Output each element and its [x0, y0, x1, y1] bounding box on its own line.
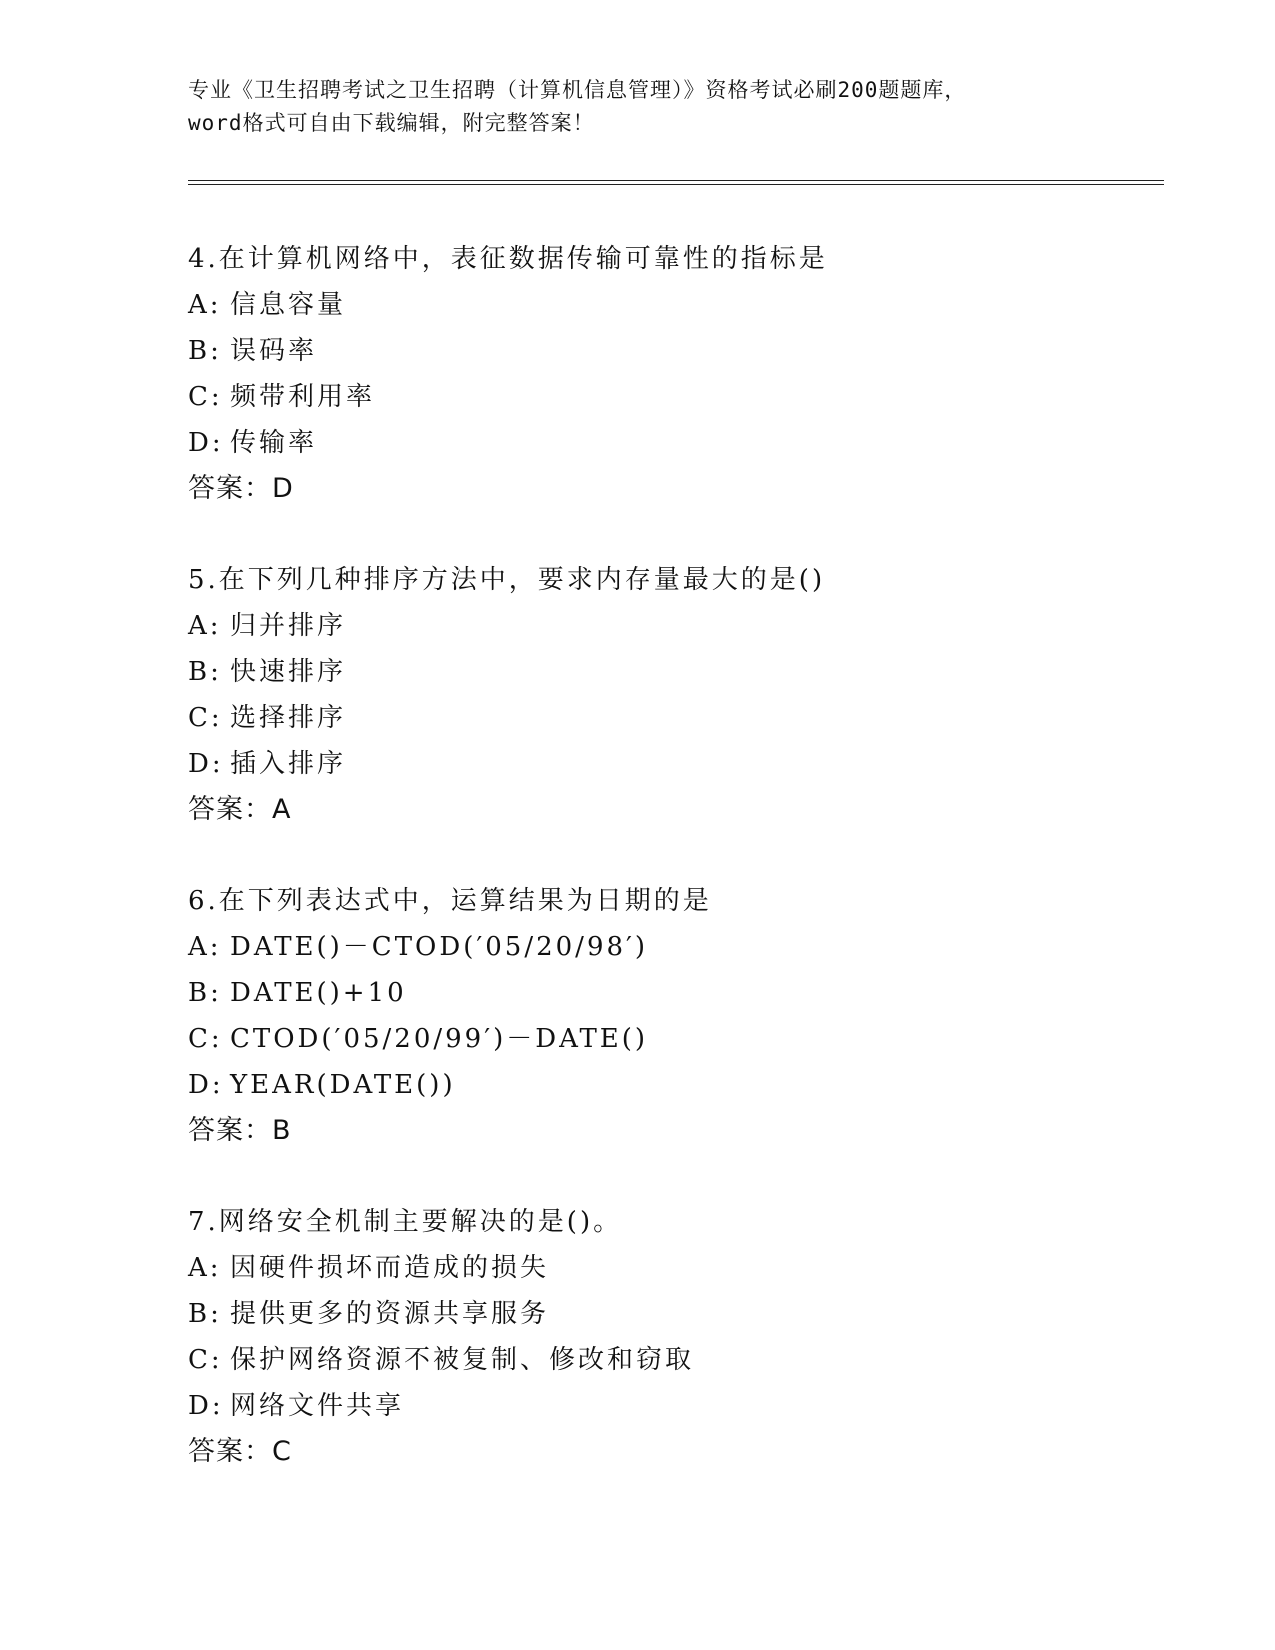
header-divider-top [188, 180, 1164, 181]
option-letter: A: [188, 1253, 222, 1283]
option-d [188, 420, 1088, 466]
option-text: 快速排序 [230, 657, 347, 687]
option-b [188, 649, 1088, 695]
answer-line: 答案：C [188, 1436, 292, 1467]
option-text: 误码率 [230, 336, 318, 366]
option-d [188, 1062, 1088, 1108]
option-text: DATE()－CTOD(′05/20/98′) [230, 932, 649, 962]
header-divider-bottom [188, 184, 1164, 185]
option-text: 归并排序 [230, 611, 347, 641]
question-block [188, 1199, 1088, 1475]
option-letter: B: [188, 978, 222, 1008]
option-c [188, 1337, 1088, 1383]
option-text: 频带利用率 [230, 382, 376, 412]
document-header [188, 74, 1088, 140]
question-block [188, 878, 1088, 1154]
answer-line: 答案：D [188, 473, 294, 504]
question-stem: 4.在计算机网络中，表征数据传输可靠性的指标是 [188, 244, 828, 274]
option-c [188, 695, 1088, 741]
option-letter: B: [188, 336, 222, 366]
option-text: 传输率 [230, 428, 318, 458]
option-a [188, 282, 1088, 328]
option-text: 保护网络资源不被复制、修改和窃取 [230, 1345, 695, 1375]
option-b [188, 328, 1088, 374]
question-stem: 6.在下列表达式中，运算结果为日期的是 [188, 886, 712, 916]
option-text: 插入排序 [230, 749, 347, 779]
option-letter: C: [188, 703, 223, 733]
option-text: CTOD(′05/20/99′)－DATE() [230, 1024, 649, 1054]
option-d [188, 741, 1088, 787]
option-letter: D: [188, 1391, 224, 1421]
option-text: 网络文件共享 [230, 1391, 405, 1421]
option-c [188, 1016, 1088, 1062]
option-a [188, 1245, 1088, 1291]
option-a [188, 603, 1088, 649]
option-letter: D: [188, 749, 224, 779]
option-letter: B: [188, 1299, 222, 1329]
answer-line: 答案：A [188, 794, 292, 825]
option-letter: A: [188, 932, 222, 962]
option-c [188, 374, 1088, 420]
option-letter: D: [188, 1070, 224, 1100]
option-text: 提供更多的资源共享服务 [230, 1299, 550, 1329]
option-text: DATE()+10 [230, 978, 407, 1008]
option-b [188, 970, 1088, 1016]
option-letter: A: [188, 290, 222, 320]
question-stem: 7.网络安全机制主要解决的是()。 [188, 1207, 623, 1237]
question-block [188, 236, 1088, 512]
question-block [188, 557, 1088, 833]
header-line-2: word格式可自由下载编辑，附完整答案！ [188, 111, 595, 135]
option-b [188, 1291, 1088, 1337]
option-text: 选择排序 [230, 703, 347, 733]
option-a [188, 924, 1088, 970]
option-text: 信息容量 [230, 290, 347, 320]
option-letter: A: [188, 611, 222, 641]
answer-line: 答案：B [188, 1115, 292, 1146]
option-letter: C: [188, 382, 223, 412]
header-line-1: 专业《卫生招聘考试之卫生招聘（计算机信息管理）》资格考试必刷200题题库， [188, 78, 967, 102]
option-letter: C: [188, 1345, 223, 1375]
question-stem: 5.在下列几种排序方法中，要求内存量最大的是() [188, 565, 826, 595]
option-letter: B: [188, 657, 222, 687]
option-letter: C: [188, 1024, 223, 1054]
option-d [188, 1383, 1088, 1429]
option-letter: D: [188, 428, 224, 458]
option-text: YEAR(DATE()) [230, 1070, 456, 1100]
option-text: 因硬件损坏而造成的损失 [230, 1253, 550, 1283]
